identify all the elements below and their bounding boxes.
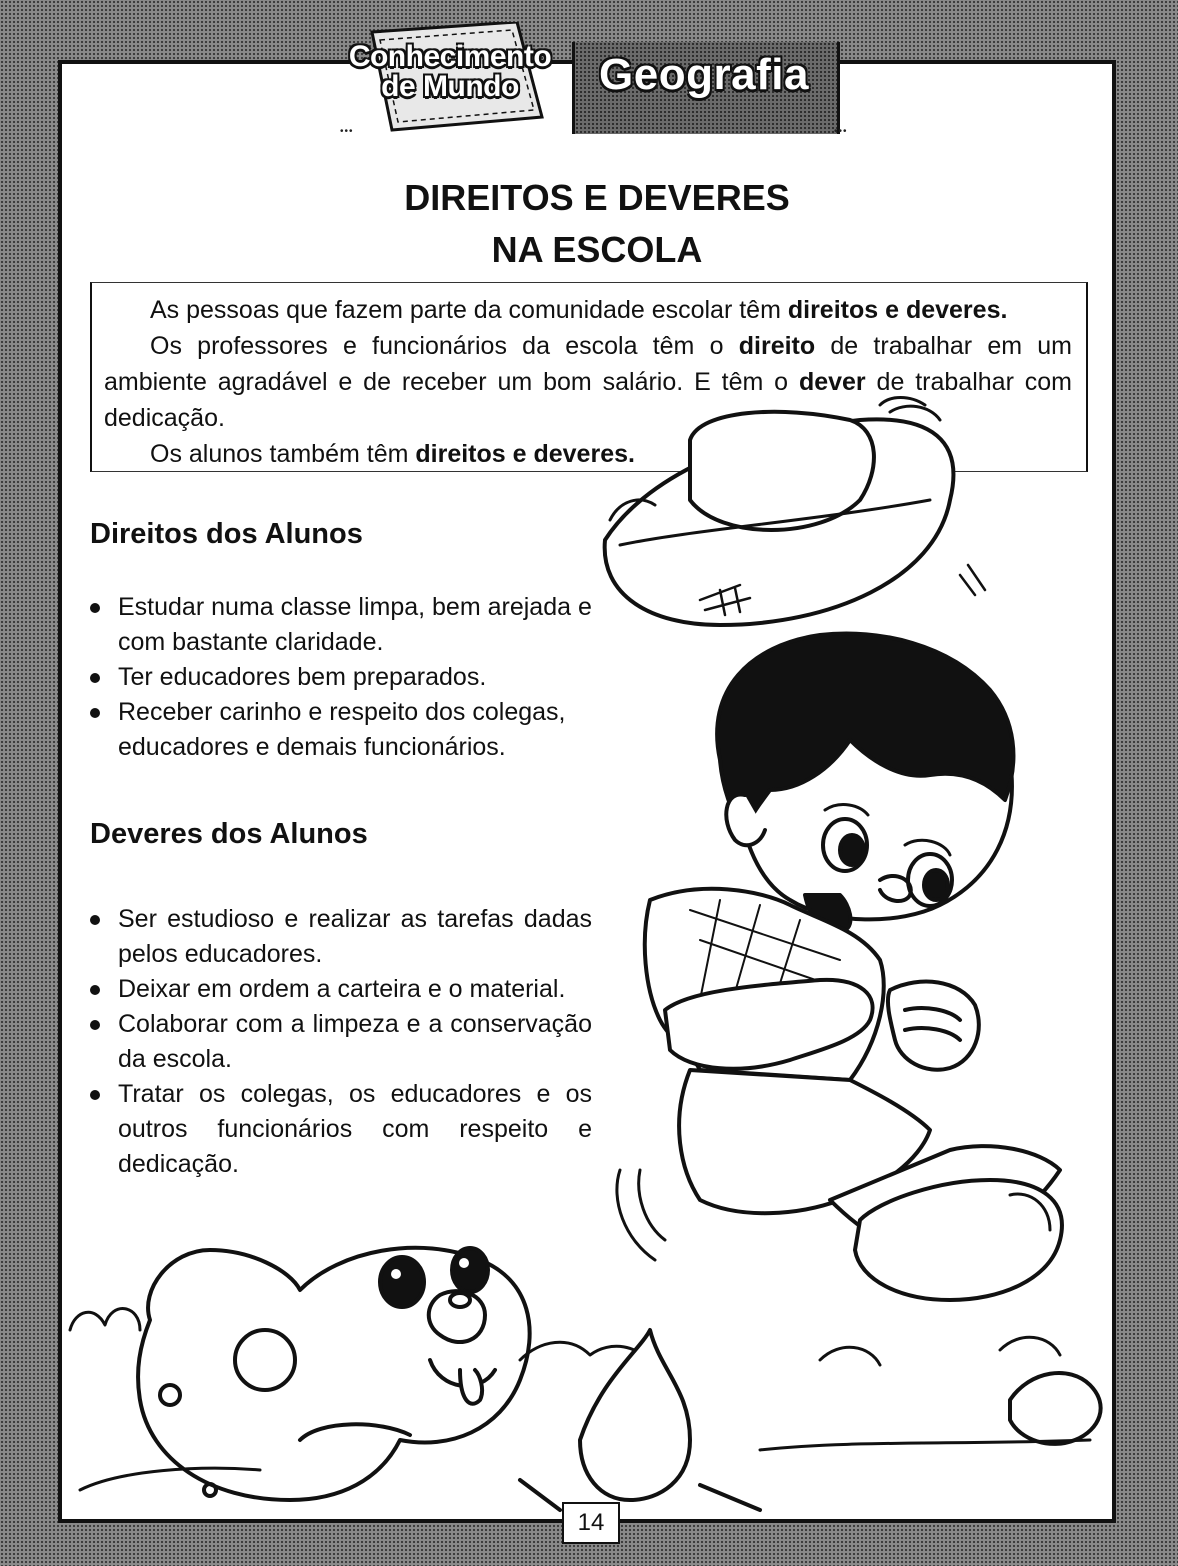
list-item: Tratar os colegas, os educadores e os outros funcionários com respeito e dedicação. bbox=[90, 1077, 592, 1182]
subject-title: Geografia bbox=[599, 50, 809, 99]
duties-heading: Deveres dos Alunos bbox=[90, 818, 368, 850]
intro-paragraph: Os professores e funcionários da escola têm o direito de trabalhar em um ambiente agradável e de receber um bom salário. E têm o dever de trabalhar com dedicação. bbox=[104, 332, 1073, 432]
banner-dots-left: ••• bbox=[340, 126, 354, 137]
list-item: Estudar numa classe limpa, bem arejada e com bastante claridade. bbox=[90, 590, 623, 660]
banner-dots-right: ••• bbox=[834, 126, 848, 137]
list-item: Colaborar com a limpeza e a conservação da escola. bbox=[90, 1007, 592, 1077]
intro-paragraph: Os alunos também têm direitos e deveres. bbox=[150, 440, 635, 468]
list-item: Receber carinho e respeito dos colegas, educadores e demais funcionários. bbox=[90, 695, 623, 765]
list-item: Ser estudioso e realizar as tarefas dadas pelos educadores. bbox=[90, 902, 592, 972]
intro-paragraph: As pessoas que fazem parte da comunidade escolar têm direitos e deveres. bbox=[150, 296, 1008, 324]
list-item: Ter educadores bem preparados. bbox=[90, 660, 620, 695]
page-title: DIREITOS E DEVERES NA ESCOLA bbox=[404, 177, 790, 270]
series-title: Conhecimento de Mundo bbox=[348, 40, 552, 103]
puppy-icon bbox=[138, 1248, 530, 1500]
page-number: 14 bbox=[562, 1502, 620, 1544]
hat-icon bbox=[605, 398, 985, 626]
rights-heading: Direitos dos Alunos bbox=[90, 518, 363, 550]
boy-icon bbox=[617, 633, 1062, 1300]
list-item: Deixar em ordem a carteira e o material. bbox=[90, 972, 592, 1007]
